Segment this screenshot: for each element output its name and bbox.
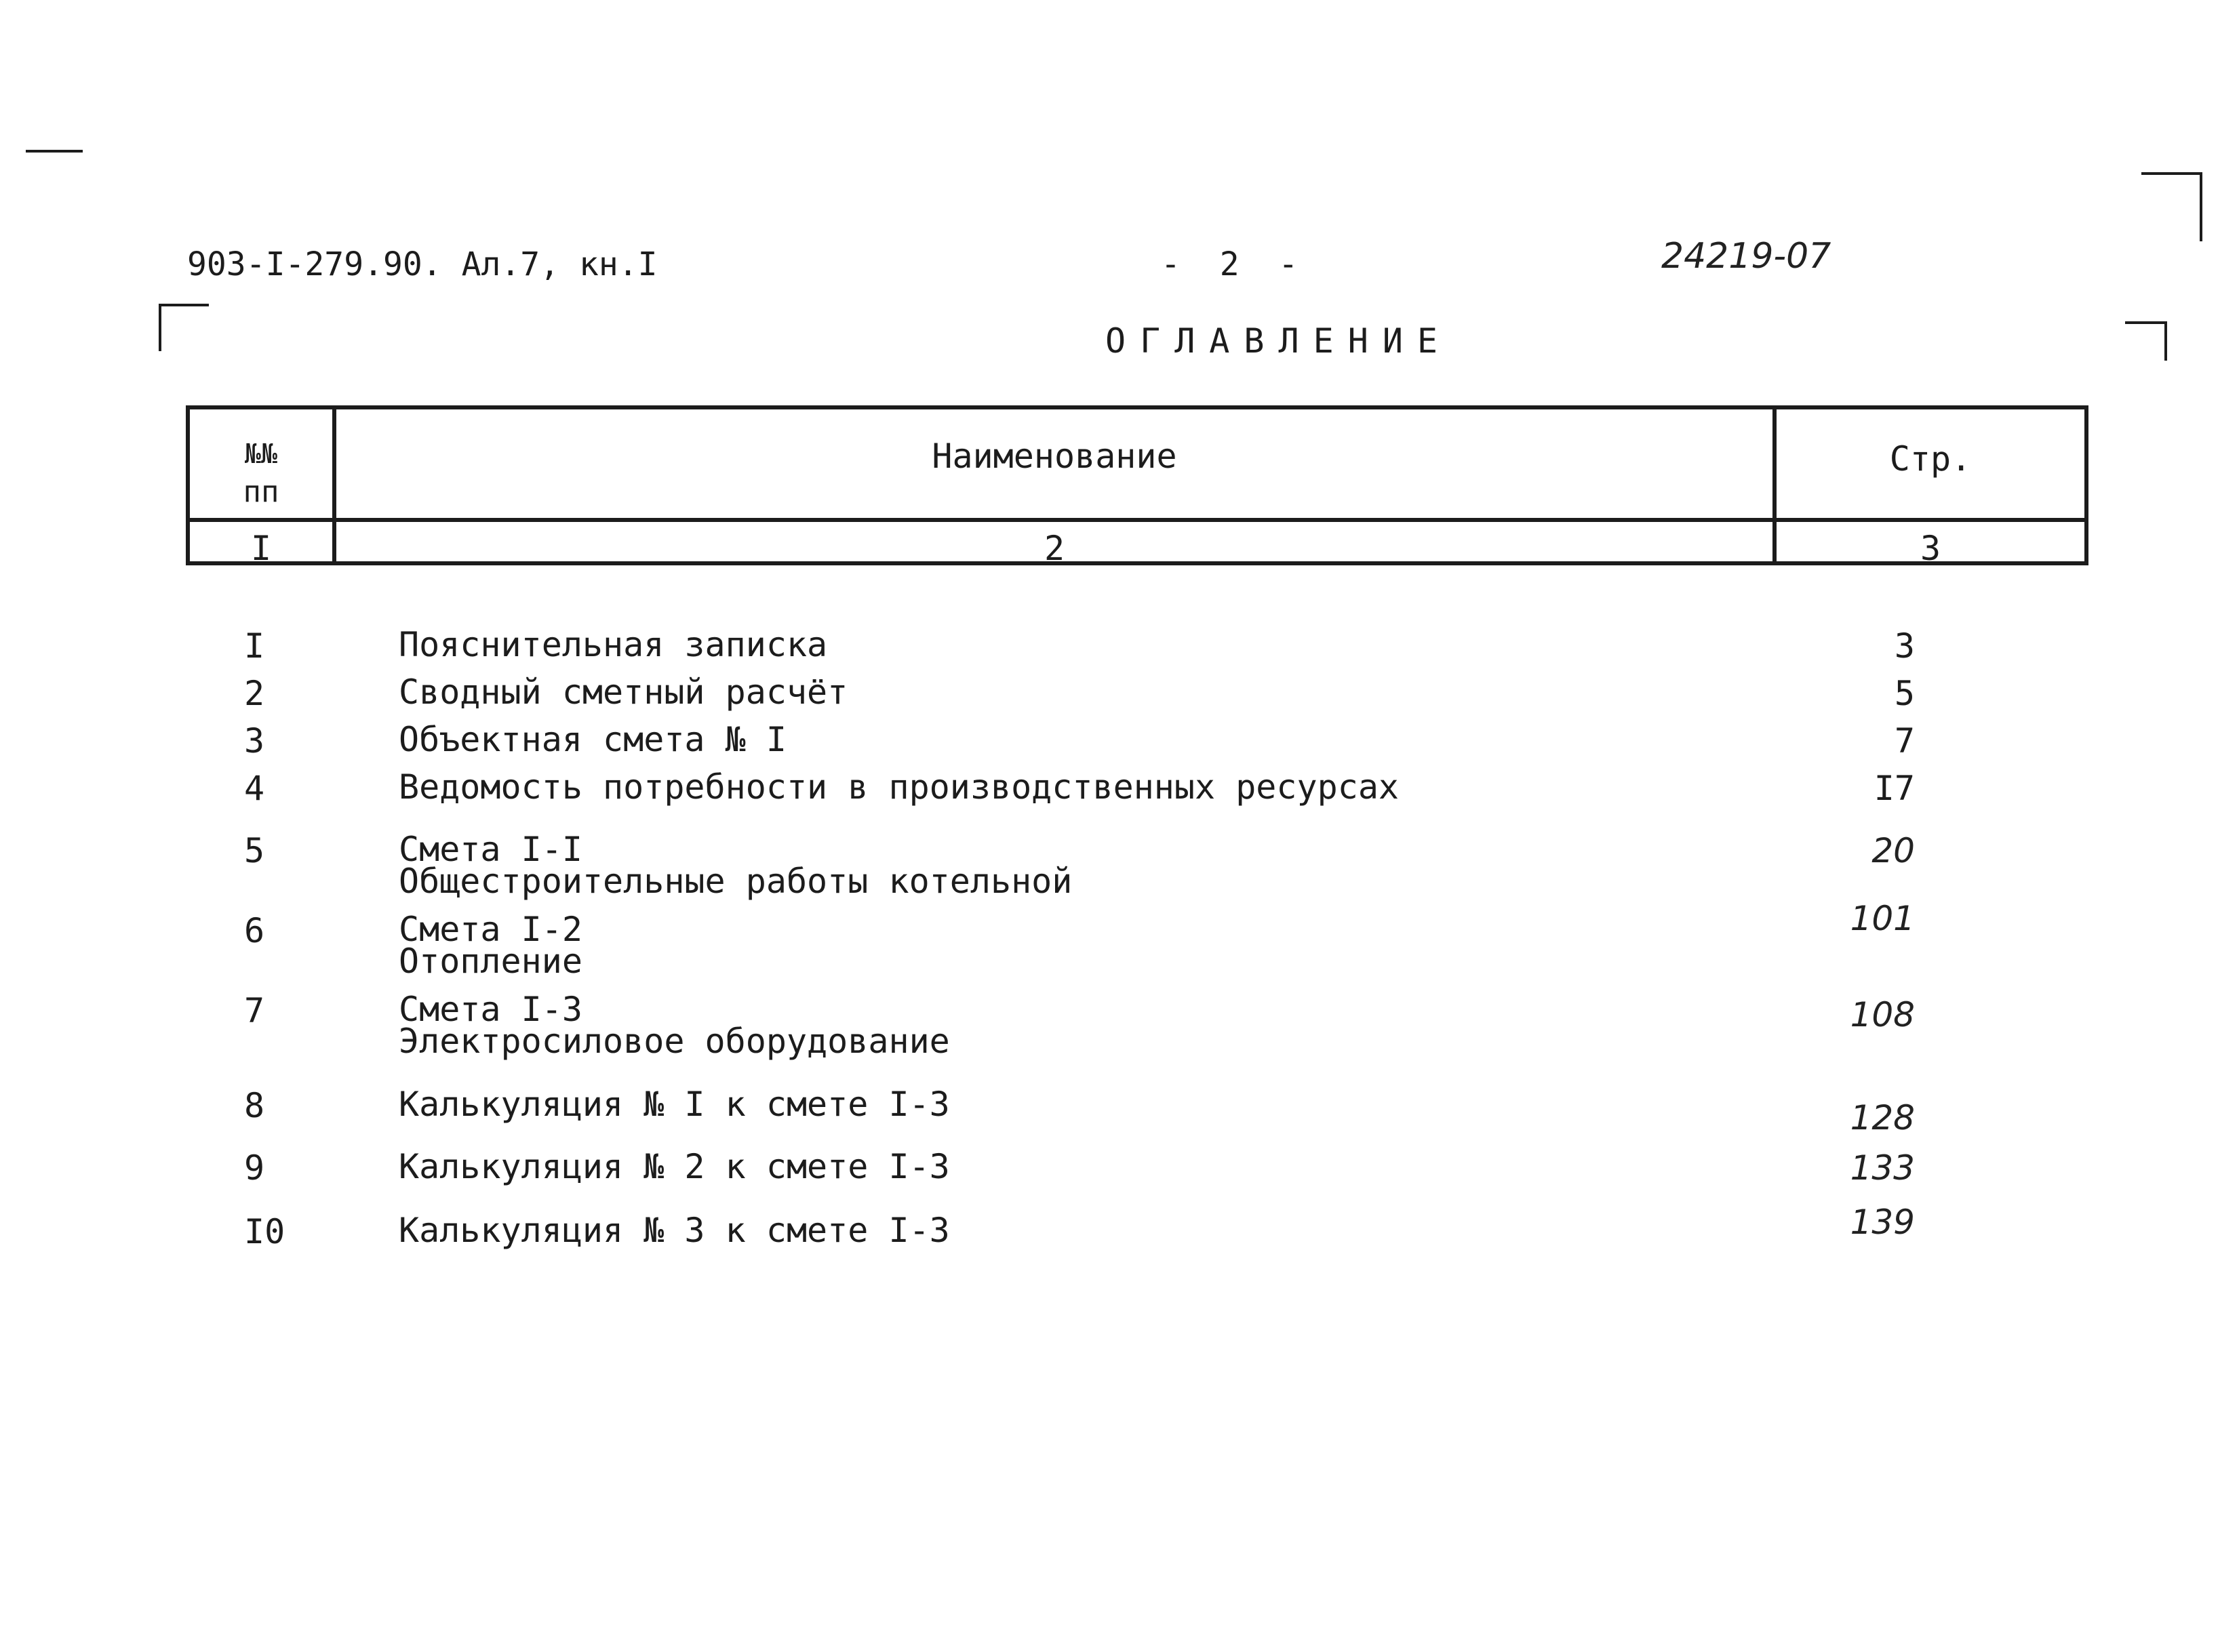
handwritten-code: 24219-07 <box>1661 236 1831 277</box>
col3-index: 3 <box>1920 529 1941 568</box>
corner-mark-left-h <box>159 304 209 306</box>
corner-mark-top-right-h <box>2141 172 2202 175</box>
entry-page-handwritten: 139 <box>1850 1203 1915 1242</box>
col2-index: 2 <box>1044 529 1065 568</box>
entry-page-handwritten: 108 <box>1850 995 1915 1034</box>
corner-mark-top-left-dash <box>26 150 83 153</box>
entry-title: Смета I-I Общестроительные работы котельной <box>399 830 1073 901</box>
entry-title: Сводный сметный расчёт <box>399 672 848 712</box>
entry-number: I0 <box>244 1212 285 1251</box>
entry-number: 9 <box>244 1148 265 1188</box>
entry-title: Ведомость потребности в производственных ресурсах <box>399 767 1400 807</box>
entry-page: 3 <box>1894 626 1915 666</box>
col1-label-line1: №№ <box>244 439 278 470</box>
page-number: - 2 - <box>1161 245 1299 283</box>
entry-number: 8 <box>244 1086 265 1125</box>
entry-page: 7 <box>1894 721 1915 761</box>
entry-number: 4 <box>244 769 265 808</box>
page-title: ОГЛАВЛЕНИЕ <box>1105 321 1452 361</box>
col1-label-line2: пп <box>243 475 279 509</box>
entry-page-handwritten: 128 <box>1850 1098 1915 1137</box>
corner-mark-right-h <box>2125 321 2167 324</box>
corner-mark-top-right-v <box>2200 172 2202 241</box>
entry-number: 6 <box>244 911 265 950</box>
entry-number: I <box>244 626 265 666</box>
entry-page-handwritten: 20 <box>1871 831 1915 870</box>
entry-page: I7 <box>1874 769 1915 808</box>
entry-title: Смета I-3 Электросиловое оборудование <box>399 990 950 1061</box>
entry-page-handwritten: 101 <box>1850 899 1915 938</box>
corner-mark-right-v <box>2164 321 2167 361</box>
entry-title: Калькуляция № 3 к смете I-3 <box>399 1211 950 1250</box>
entry-title: Калькуляция № I к смете I-3 <box>399 1085 950 1124</box>
entry-title: Смета I-2 Отопление <box>399 910 582 981</box>
entry-number: 7 <box>244 991 265 1030</box>
entry-title: Объектная смета № I <box>399 720 787 759</box>
entry-page: 5 <box>1894 674 1915 713</box>
col2-label: Наименование <box>932 437 1177 476</box>
entry-number: 3 <box>244 721 265 761</box>
table-header-divider <box>190 518 2084 522</box>
document-code: 903-I-279.90. Ал.7, кн.I <box>187 245 658 283</box>
entry-page-handwritten: 133 <box>1850 1148 1915 1188</box>
col3-label: Стр. <box>1889 439 1972 479</box>
entry-number: 2 <box>244 674 265 713</box>
entry-title: Пояснительная записка <box>399 625 828 664</box>
corner-mark-left-v <box>159 304 161 351</box>
entry-number: 5 <box>244 831 265 870</box>
col1-index: I <box>250 529 272 568</box>
contents-header-table <box>186 405 2088 568</box>
entry-title: Калькуляция № 2 к смете I-3 <box>399 1147 950 1186</box>
